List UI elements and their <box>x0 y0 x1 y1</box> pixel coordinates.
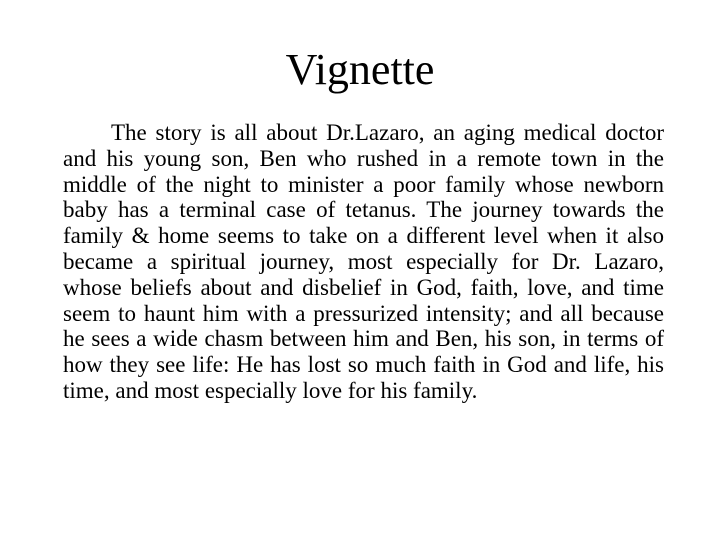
slide-body-text: The story is all about Dr.Lazaro, an aging medical doctor and his young son, Ben who rushed in a remote town in the middle of the night to minister a poor family whose newborn baby has a terminal case of tetanus. The journey towards the family & home seems to take on a different level when it also became a spiritual journey, most especially for Dr. Lazaro, whose beliefs about and disbelief in God, faith, love, and time seem to haunt him with a pressurized intensity; and all because he sees a wide chasm between him and Ben, his son, in terms of how they see life: He has lost so much faith in God and life, his time, and most especially love for his family. <box>63 120 664 403</box>
slide-title: Vignette <box>285 45 435 94</box>
